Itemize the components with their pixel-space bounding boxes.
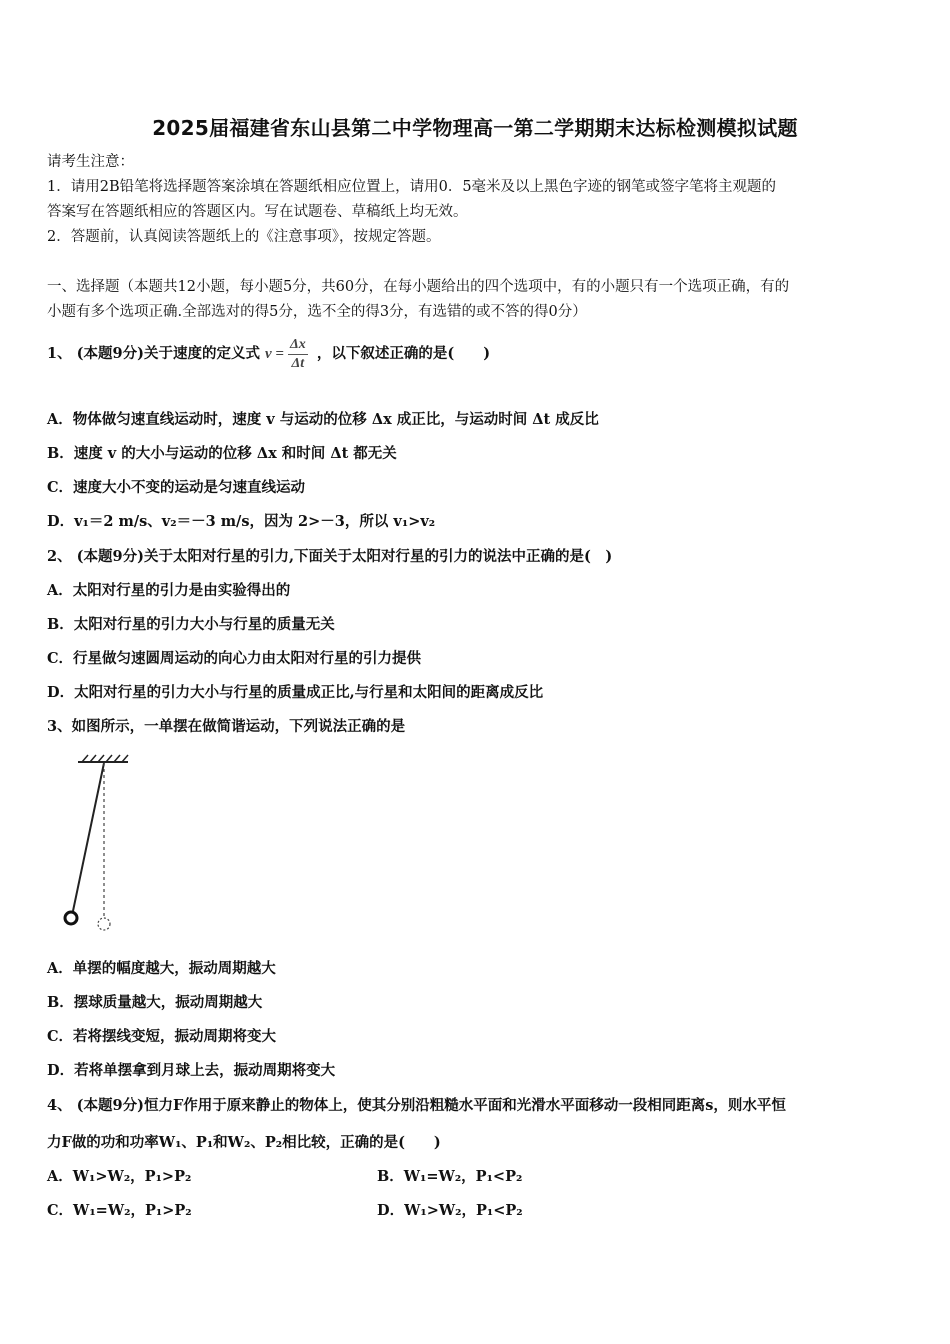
pendulum-diagram — [58, 752, 148, 937]
formula-lhs: v = — [265, 346, 284, 362]
ceiling-hatching — [82, 755, 128, 762]
question-4-option-c: C．W₁=W₂，P₁>P₂ — [47, 1202, 192, 1219]
notice-heading: 请考生注意： — [47, 154, 134, 170]
question-4-stem-line-2: 力F做的功和功率W₁、P₁和W₂、P₂相比较，正确的是( ) — [47, 1134, 441, 1151]
question-1-option-b: B．速度 v 的大小与运动的位移 Δx 和时间 Δt 都无关 — [47, 445, 397, 462]
section-instructions-line-2: 小题有多个选项正确.全部选对的得5分，选不全的得3分，有选错的或不答的得0分） — [47, 304, 587, 320]
question-2-option-d: D．太阳对行星的引力大小与行星的质量成正比,与行星和太阳间的距离成反比 — [47, 684, 544, 701]
question-1-option-c: C．速度大小不变的运动是匀速直线运动 — [47, 479, 306, 496]
question-3-option-d: D．若将单摆拿到月球上去，振动周期将变大 — [47, 1062, 336, 1079]
question-2-option-c: C．行星做匀速圆周运动的向心力由太阳对行星的引力提供 — [47, 650, 422, 667]
formula-denominator: Δt — [291, 355, 305, 371]
velocity-formula — [288, 336, 308, 373]
formula-numerator: Δx — [288, 336, 308, 355]
question-1-option-d: D．v₁＝2 m/s、v₂＝－3 m/s，因为 2>－3，所以 v₁>v₂ — [47, 513, 436, 530]
pendulum-string — [73, 763, 104, 911]
page-title: 2025届福建省东山县第二中学物理高一第二学期期末达标检测模拟试题 — [152, 116, 798, 140]
question-1-prefix: 1、 (本题9分)关于速度的定义式 — [47, 345, 260, 362]
notice-item-1-line-2: 答案写在答题纸相应的答题区内。写在试题卷、草稿纸上均无效。 — [47, 204, 468, 220]
question-3-option-b: B．摆球质量越大，振动周期越大 — [47, 994, 263, 1011]
question-1-stem — [47, 334, 490, 374]
section-instructions-line-1: 一、选择题（本题共12小题，每小题5分，共60分，在每小题给出的四个选项中，有的小题只有一个选项正确，有的 — [47, 279, 790, 295]
question-3-option-c: C．若将摆线变短，振动周期将变大 — [47, 1028, 277, 1045]
question-1-option-a: A．物体做匀速直线运动时，速度 v 与运动的位移 Δx 成正比，与运动时间 Δt 成反比 — [47, 411, 599, 428]
notice-item-1-line-1: 1．请用2B铅笔将选择题答案涂填在答题纸相应位置上，请用0．5毫米及以上黑色字迹的钢笔或签字笔将主观题的 — [47, 179, 777, 195]
question-2-option-a: A．太阳对行星的引力是由实验得出的 — [47, 582, 291, 599]
question-1-suffix: ，以下叙述正确的是( ) — [316, 345, 491, 362]
notice-item-2: 2．答题前，认真阅读答题纸上的《注意事项》，按规定答题。 — [47, 229, 441, 245]
question-2-option-b: B．太阳对行星的引力大小与行星的质量无关 — [47, 616, 335, 633]
question-3-stem: 3、如图所示，一单摆在做简谐运动，下列说法正确的是 — [47, 718, 406, 735]
question-2-stem: 2、 (本题9分)关于太阳对行星的引力,下面关于太阳对行星的引力的说法中正确的是( ) — [47, 548, 613, 565]
pendulum-bob — [65, 912, 77, 924]
question-3-option-a: A．单摆的幅度越大，振动周期越大 — [47, 960, 276, 977]
question-4-stem-line-1: 4、 (本题9分)恒力F作用于原来静止的物体上，使其分别沿粗糙水平面和光滑水平面移动一段相同距离s，则水平恒 — [47, 1097, 786, 1114]
question-4-option-a: A．W₁>W₂，P₁>P₂ — [47, 1168, 192, 1185]
equilibrium-bob — [98, 918, 110, 930]
question-4-option-d: D．W₁>W₂，P₁<P₂ — [377, 1202, 523, 1219]
question-4-option-b: B．W₁=W₂，P₁<P₂ — [377, 1168, 523, 1185]
